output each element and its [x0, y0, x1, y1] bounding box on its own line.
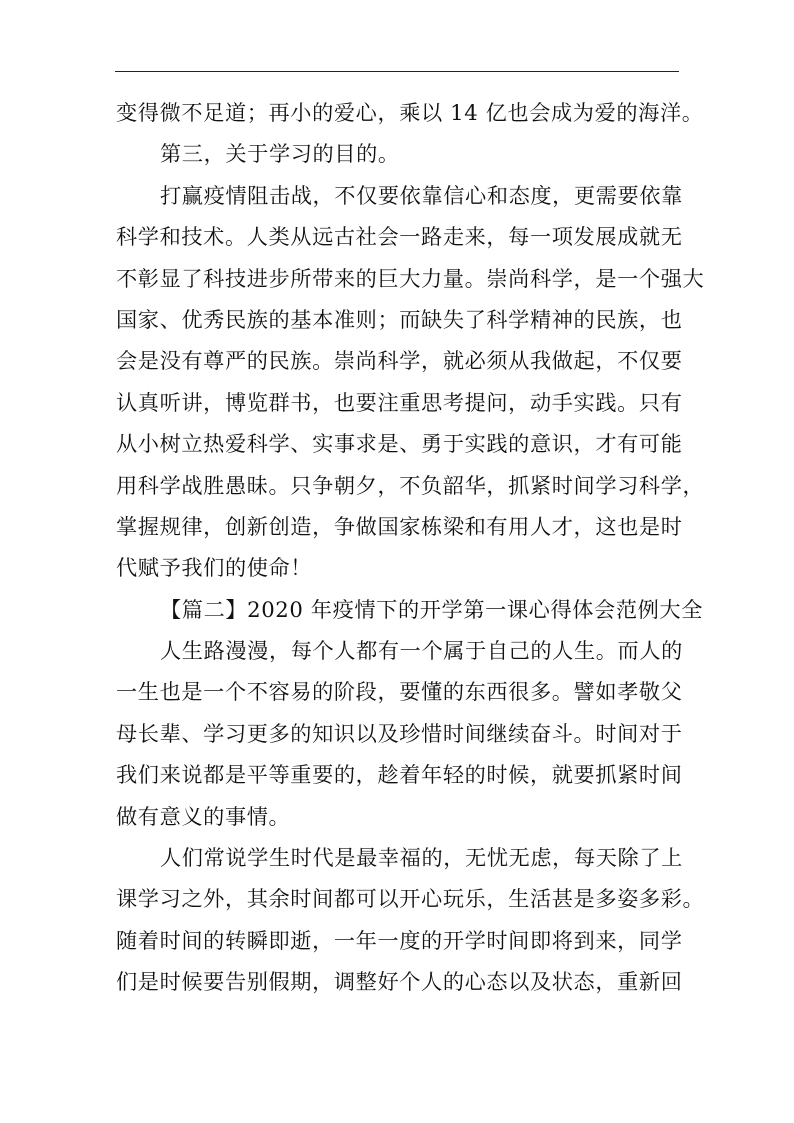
text-line: 代赋予我们的使命！	[116, 555, 313, 581]
text-line: 会是没有尊严的民族。崇尚科学，就必须从我做起，不仅要	[116, 348, 683, 374]
text-line: 打赢疫情阻击战，不仅要依靠信心和态度，更需要依靠	[160, 182, 683, 208]
header-rule	[115, 71, 679, 72]
text-line: 人们常说学生时代是最幸福的，无忧无虑，每天除了上	[160, 845, 683, 871]
text-line: 母长辈、学习更多的知识以及珍惜时间继续奋斗。时间对于	[116, 720, 683, 746]
text-line: 课学习之外，其余时间都可以开心玩乐，生活甚是多姿多彩。	[116, 886, 705, 912]
text-line: 一生也是一个不容易的阶段，要懂的东西很多。譬如孝敬父	[116, 679, 683, 705]
text-line: 不彰显了科技进步所带来的巨大力量。崇尚科学，是一个强大	[116, 265, 705, 291]
body-text	[116, 92, 705, 1003]
text-line: 我们来说都是平等重要的，趁着年轻的时候，就要抓紧时间	[116, 762, 683, 788]
text-line: 变得微不足道；再小的爱心，乘以 14 亿也会成为爱的海洋。	[116, 100, 704, 125]
text-line: 掌握规律，创新创造，争做国家栋梁和有用人才，这也是时	[116, 513, 683, 539]
text-line: 第三，关于学习的目的。	[160, 141, 400, 167]
text-line: 国家、优秀民族的基本准则；而缺失了科学精神的民族，也	[116, 306, 683, 332]
text-line: 们是时候要告别假期，调整好个人的心态以及状态，重新回	[116, 969, 683, 995]
text-line: 随着时间的转瞬即逝，一年一度的开学时间即将到来，同学	[116, 927, 683, 953]
text-line: 认真听讲，博览群书，也要注重思考提问，动手实践。只有	[116, 389, 683, 415]
text-line: 从小树立热爱科学、实事求是、勇于实践的意识，才有可能	[116, 431, 683, 457]
text-line: 做有意义的事情。	[116, 803, 291, 829]
text-line: 科学和技术。人类从远古社会一路走来，每一项发展成就无	[116, 224, 683, 250]
text-line: 人生路漫漫，每个人都有一个属于自己的人生。而人的	[160, 638, 683, 664]
text-line: 用科学战胜愚昧。只争朝夕，不负韶华，抓紧时间学习科学，	[116, 472, 705, 498]
section-heading: 【篇二】2020 年疫情下的开学第一课心得体会范例大全	[160, 596, 703, 622]
